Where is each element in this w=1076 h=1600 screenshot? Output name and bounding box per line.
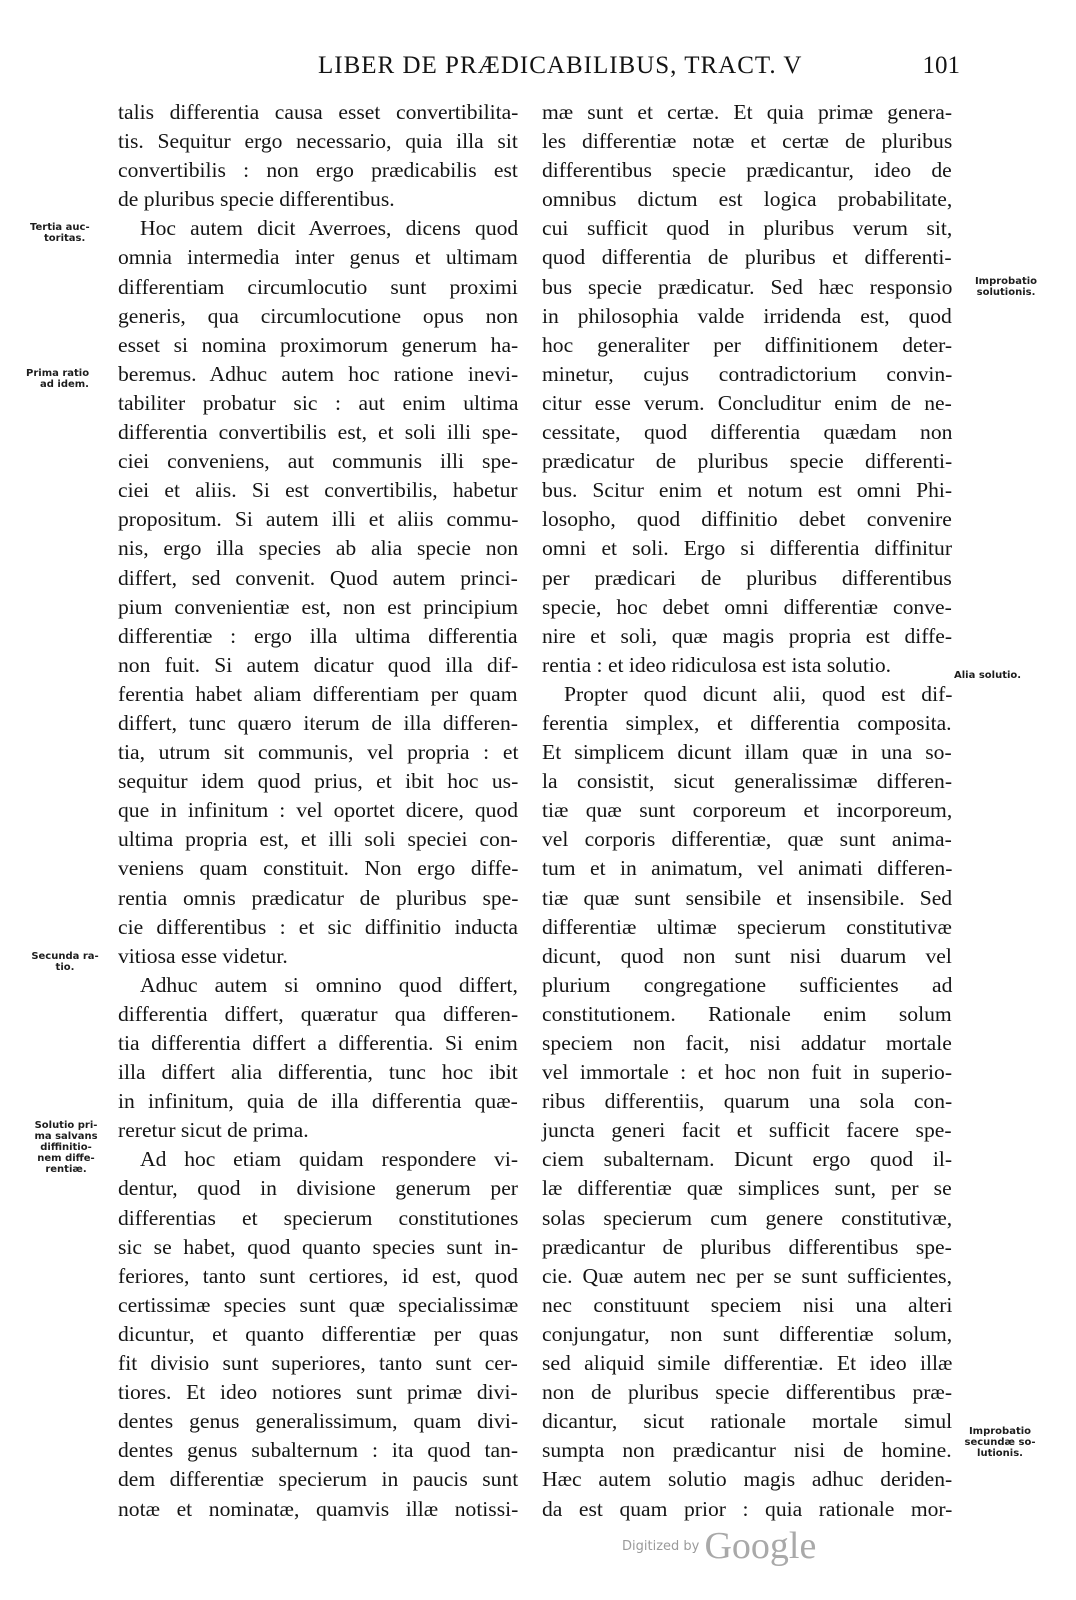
text-line: solas specierum cum genere constitutivæ, <box>542 1205 953 1230</box>
text-line: bus. Scitur enim et notum est omni Phi- <box>542 478 953 503</box>
text-line: sic se habet, quod quanto species sunt in- <box>118 1234 519 1259</box>
text-line: que in infinitum : vel oportet dicere, quod <box>118 798 519 823</box>
text-line: tum et in animatum, vel animati differen- <box>542 856 953 881</box>
text-line: omnibus dictum est logica probabilitate, <box>542 187 953 212</box>
text-line: non fuit. Si autem dicatur quod illa dif- <box>118 652 519 677</box>
text-line: differentia convertibilis est, et soli illi spe- <box>118 420 519 445</box>
text-line: fit divisio sunt superiores, tanto sunt cer- <box>118 1351 518 1376</box>
text-line: Hæc autem solutio magis adhuc deriden- <box>542 1467 953 1492</box>
margin-note-secunda-ratio: Secunda ra- tio. <box>31 951 99 973</box>
text-line: læ differentiæ quæ simplices sunt, per se <box>542 1176 952 1201</box>
left-column <box>118 98 518 1524</box>
text-line: cui sufficit quod in pluribus verum sit, <box>542 216 953 241</box>
text-line: convertibilis : non ergo prædicabilis est <box>118 158 518 183</box>
text-line: Et simplicem dicunt illam quæ in una so- <box>542 740 952 765</box>
text-line: ribus differentiis, quarum una sola con- <box>542 1089 953 1114</box>
text-line: cie. Quæ autem nec per se sunt sufficientes, <box>542 1263 952 1288</box>
text-line: tia differentia differt a differentia. Si enim <box>118 1031 518 1055</box>
text-line: rentia omnis prædicatur de pluribus spe- <box>118 885 519 910</box>
text-line: de pluribus specie differentibus. <box>118 187 395 212</box>
running-title: LIBER DE PRÆDICABILIBUS, TRACT. V <box>318 52 803 79</box>
text-line: differentias et specierum constitutiones <box>118 1205 519 1230</box>
text-line: propositum. Si autem illi et aliis commu- <box>118 507 519 532</box>
text-line: ferentia habet aliam differentiam per quam <box>118 681 518 706</box>
text-line: per prædicari de pluribus differentibus <box>542 565 952 590</box>
right-column <box>542 98 952 1524</box>
text-line: certissimæ species sunt quæ specialissimæ <box>118 1292 519 1317</box>
text-line: sed aliquid simile differentiæ. Et ideo illæ <box>542 1351 953 1376</box>
text-line: differentia differt, quæratur qua differen- <box>118 1001 519 1026</box>
text-line: losopho, quod diffinitio debet convenire <box>542 507 952 532</box>
text-line: tiæ quæ sunt sensibile et insensibile. Sed <box>542 885 953 910</box>
text-line: pium convenientiæ est, non est principium <box>118 594 519 619</box>
text-line: ciei et aliis. Si est convertibilis, habetur <box>118 478 518 503</box>
text-line: vitiosa esse videtur. <box>118 943 288 968</box>
text-line: dem differentiæ specierum in paucis sunt <box>118 1467 519 1492</box>
text-line: omni et soli. Ergo si differentia diffinitur <box>542 536 953 561</box>
text-line: differentiæ ultimæ specierum constitutivæ <box>542 914 952 939</box>
text-line: illa differt alia differentia, tunc hoc ibit <box>118 1060 518 1085</box>
text-line: Ad hoc etiam quidam respondere vi- <box>140 1147 519 1172</box>
text-line: reretur sicut de prima. <box>118 1118 309 1143</box>
text-line: nire et soli, quæ magis propria est diffe- <box>542 623 953 648</box>
text-line: dicuntur, et quanto differentiæ per quas <box>118 1321 519 1346</box>
page-number: 101 <box>922 52 960 79</box>
text-line: non de pluribus specie differentibus præ- <box>542 1380 953 1405</box>
text-line: feriores, tanto sunt certiores, id est, quod <box>118 1263 519 1288</box>
text-line: differentibus specie prædicantur, ideo de <box>542 158 952 183</box>
text-line: beremus. Adhuc autem hoc ratione inevi- <box>118 361 519 386</box>
text-line: hoc generaliter per diffinitionem deter- <box>542 332 953 357</box>
text-line: les differentiæ notæ et certæ de pluribus <box>542 129 953 154</box>
text-line: tia, utrum sit communis, vel propria : et <box>118 740 519 765</box>
text-line: prædicantur de pluribus differentibus spe- <box>542 1234 952 1259</box>
text-line: quod differentia de pluribus et differenti- <box>542 245 952 270</box>
text-line: mæ sunt et certæ. Et quia primæ genera- <box>542 100 953 124</box>
text-line: constitutionem. Rationale enim solum <box>542 1001 952 1026</box>
text-line: tiæ quæ sunt corporeum et incorporeum, <box>542 798 953 823</box>
text-line: sequitur idem quod prius, et ibit hoc us- <box>118 769 519 794</box>
text-line: tabiliter probatur sic : aut enim ultima <box>118 390 519 415</box>
text-line: differt, sed convenit. Quod autem princi- <box>118 565 518 590</box>
text-line: differt, tunc quæro iterum de illa differen- <box>118 710 518 735</box>
text-line: la consistit, sicut generalissimæ differen- <box>542 769 953 794</box>
text-line: da est quam prior : quia rationale mor- <box>542 1496 953 1521</box>
google-logo-text: Google <box>704 1525 817 1567</box>
digitized-by-google-watermark <box>622 1524 816 1568</box>
text-line: esset si nomina proximorum generum ha- <box>118 332 519 357</box>
text-line: notæ et nominatæ, quamvis illæ notissi- <box>118 1496 519 1521</box>
digitized-by-text: Digitized by <box>622 1539 700 1554</box>
margin-note-prima-ratio: Prima ratio ad idem. <box>26 368 90 390</box>
text-line: omnia intermedia inter genus et ultimam <box>118 245 518 270</box>
text-line: cessitate, quod differentia quædam non <box>542 420 953 445</box>
margin-note-tertia-auctoritas: Tertia auc- toritas. <box>30 222 90 244</box>
text-line: plurium congregatione sufficientes ad <box>542 972 953 997</box>
text-line: in infinitum, quia de illa differentia quæ- <box>118 1089 518 1114</box>
text-line: dentur, quod in divisione generum per <box>118 1176 518 1201</box>
text-line: specie, hoc debet omni differentiæ conve- <box>542 594 952 619</box>
text-line: dentes genus generalissimum, quam divi- <box>118 1409 519 1434</box>
text-line: talis differentia causa esset convertibilita- <box>118 100 519 124</box>
text-line: in philosophia valde irridenda est, quod <box>542 303 952 328</box>
text-line: juncta generi facit et sufficit facere spe- <box>542 1118 952 1143</box>
text-line: prædicatur de pluribus specie differenti- <box>542 449 953 474</box>
running-header <box>300 52 960 86</box>
text-line: ciei conveniens, aut communis illi spe- <box>118 449 519 474</box>
text-line: Hoc autem dicit Averroes, dicens quod <box>140 216 519 241</box>
text-line: conjungatur, non sunt differentiæ solum, <box>542 1321 953 1346</box>
text-line: Propter quod dicunt alii, quod est dif- <box>564 681 953 706</box>
text-line: rentia : et ideo ridiculosa est ista solutio. <box>542 652 892 677</box>
text-line: dicunt, quod non sunt nisi duarum vel <box>542 943 952 968</box>
text-line: ferentia simplex, et differentia composita. <box>542 710 952 735</box>
text-line: tis. Sequitur ergo necessario, quia illa sit <box>118 129 518 154</box>
text-line: nis, ergo illa species ab alia specie non <box>118 536 519 561</box>
text-line: minetur, cujus contradictorium convin- <box>542 361 953 386</box>
text-line: ciem subalternam. Dicunt ergo quod il- <box>542 1147 953 1172</box>
text-line: cie differentibus : et sic diffinitio inducta <box>118 914 519 939</box>
text-line: ultima propria est, et illi soli speciei con- <box>118 827 518 852</box>
text-line: nec constituunt speciem nisi una alteri <box>542 1292 953 1317</box>
text-line: dicantur, sicut rationale mortale simul <box>542 1409 953 1434</box>
text-line: vel immortale : et hoc non fuit in superio- <box>542 1060 953 1085</box>
text-line: sumpta non prædicantur nisi de homine. <box>542 1438 952 1463</box>
text-line: generis, qua circumlocutione opus non <box>118 303 519 328</box>
text-line: tiores. Et ideo notiores sunt primæ divi- <box>118 1380 518 1405</box>
margin-note-improbatio-secundae: Improbatio secundæ so- lutionis. <box>964 1426 1036 1459</box>
margin-note-alia-solutio: Alia solutio. <box>954 670 1022 681</box>
text-line: differentiam circumlocutio sunt proximi <box>118 274 518 299</box>
text-line: citur esse verum. Concluditur enim de ne- <box>542 390 952 415</box>
text-line: vel corporis differentiæ, quæ sunt anima- <box>542 827 952 852</box>
text-line: bus specie prædicatur. Sed hæc responsio <box>542 274 953 299</box>
text-line: veniens quam constituit. Non ergo diffe- <box>118 856 519 881</box>
text-line: speciem non facit, nisi addatur mortale <box>542 1031 952 1055</box>
margin-note-improbatio-solutionis: Improbatio solutionis. <box>974 276 1038 298</box>
text-line: dentes genus subalternum : ita quod tan- <box>118 1438 519 1463</box>
margin-note-solutio-prima: Solutio pri- ma salvans diffinitio- nem diffe- rentiæ. <box>34 1120 98 1175</box>
text-line: differentiæ : ergo illa ultima differentia <box>118 623 518 648</box>
text-line: Adhuc autem si omnino quod differt, <box>140 972 518 997</box>
